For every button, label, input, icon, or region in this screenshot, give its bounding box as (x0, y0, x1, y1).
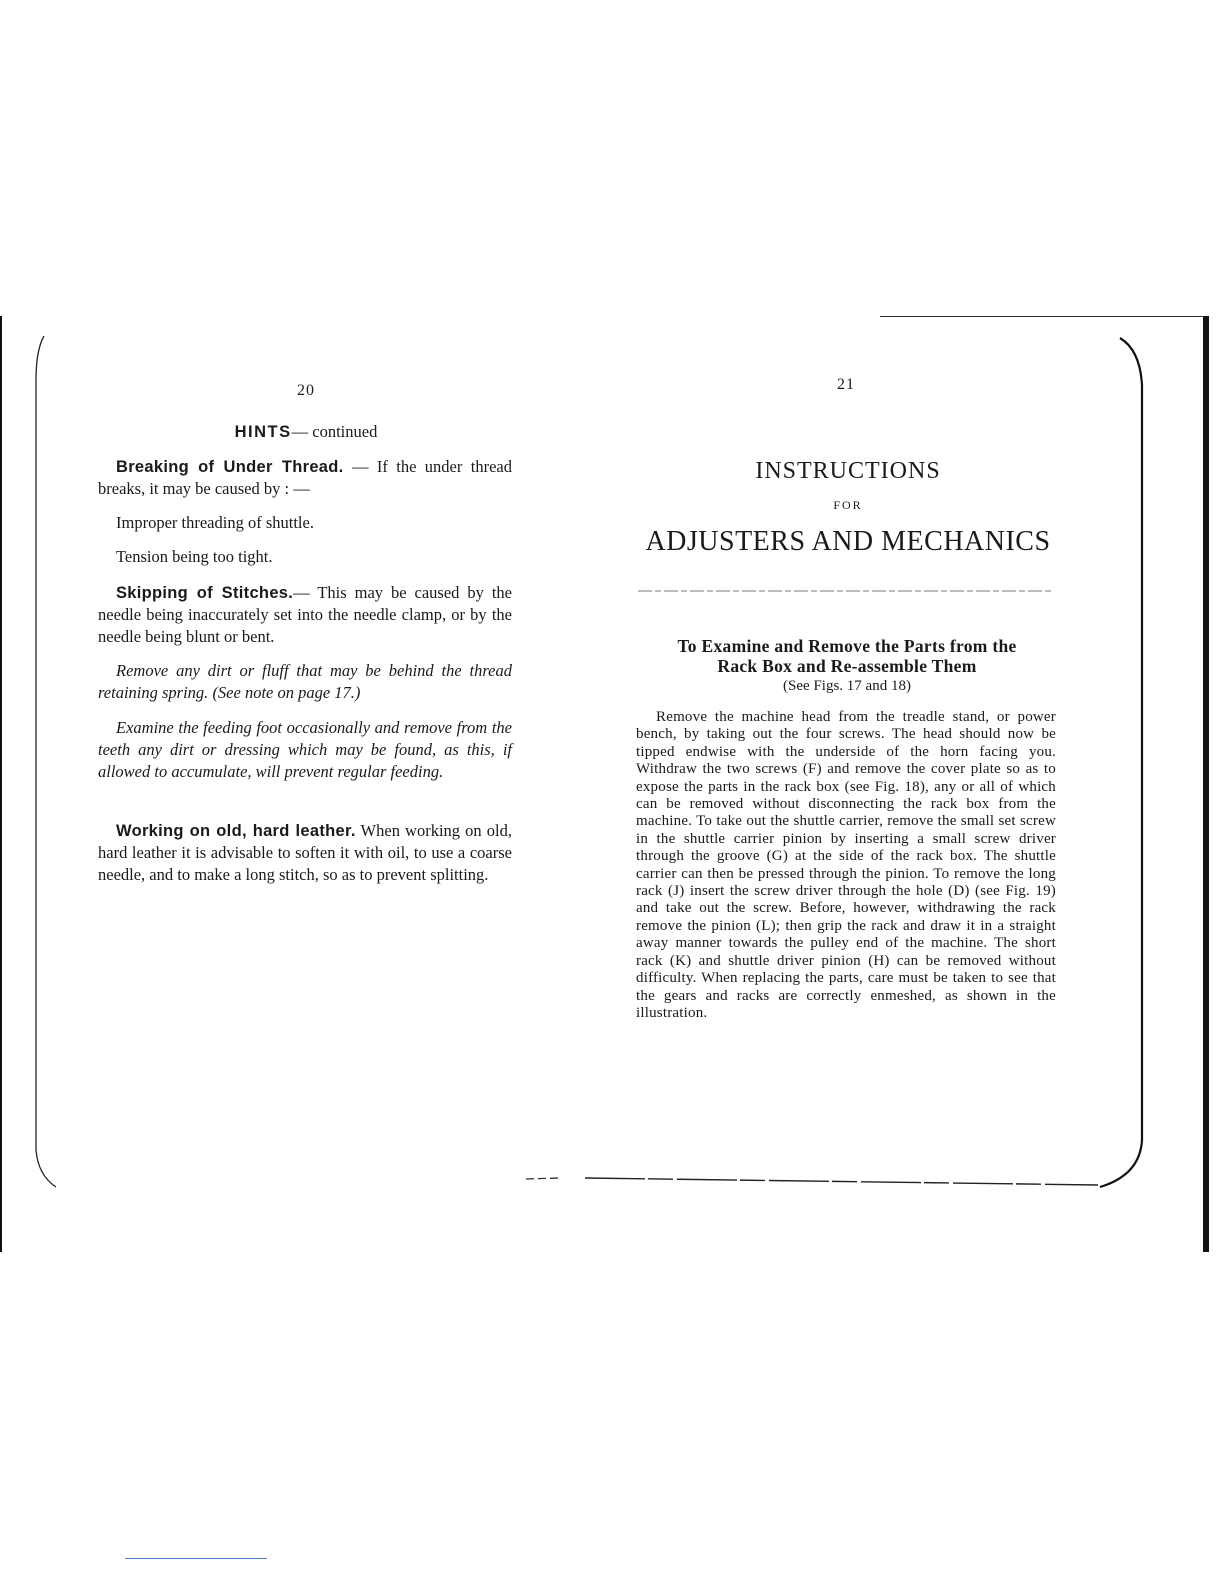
figure-reference: (See Figs. 17 and 18) (783, 678, 911, 694)
left-page-number: 20 (297, 382, 315, 399)
list-item: Improper threading of shuttle. (116, 513, 314, 532)
section-text: — If the under thread breaks, it may be caused by : — (98, 457, 513, 498)
header-bold: HINTS (234, 423, 292, 441)
section-breaking-thread (98, 456, 512, 500)
section-text: When working on old, hard leather it is advisable to soften it with oil, to use a coarse needle, and to make a long stitch, so as to prevent splitting. (98, 821, 512, 884)
section-title: Working on old, hard leather. (116, 822, 356, 840)
title-for: FOR (833, 498, 863, 512)
bottom-link-line (125, 1558, 267, 1559)
subheading-line2: Rack Box and Re-assemble Them (717, 656, 977, 676)
title-adjusters-mechanics: ADJUSTERS AND MECHANICS (645, 526, 1051, 557)
section-text: — This may be caused by the needle being inaccurately set into the needle clamp, or by the needle being blunt or bent. (98, 583, 512, 646)
note-text: Remove any dirt or fluff that may be behind the thread retaining spring. (98, 661, 512, 702)
note-feeding-foot: Examine the feeding foot occasionally and remove from the teeth any dirt or dressing which may be found, as this, if allowed to accumulate, will prevent regular feeding. (98, 718, 512, 781)
subheading-line1: To Examine and Remove the Parts from the (677, 636, 1017, 656)
note-thread-spring (98, 660, 512, 704)
list-item: Tension being too tight. (116, 547, 273, 566)
title-instructions: INSTRUCTIONS (755, 458, 941, 484)
section-old-leather (98, 820, 512, 886)
section-title: Breaking of Under Thread. (116, 458, 344, 476)
left-page-header (100, 422, 512, 442)
header-continued: — continued (291, 422, 378, 441)
section-title: Skipping of Stitches. (116, 584, 294, 602)
instructions-body: Remove the machine head from the treadle stand, or power bench, by taking out the four screws. The head should now be tipped endwise with the underside of the horn facing you. Withdraw the two screws (F) and remove the cover plate so as to expose the parts in the rack box (see Fig. 18), any or all of which can be removed without disconnecting the rack box from the machine. To take out the shuttle carrier, remove the small set screw in the shuttle carrier pinion by inserting a small screw driver through the groove (G) at the side of the rack box. The shuttle carrier can then be pressed through the pinion. To remove the long rack (J) insert the screw driver through the hole (D) (see Fig. 19) and take out the screw. Before, however, withdrawing the rack remove the pinion (L); then grip the rack and draw it in a straight away manner towards the pulley end of the machine. The short rack (K) and shuttle driver pinion (H) can be removed without difficulty. When replacing the parts, care must be taken to see that the gears and racks are correctly enmeshed, as shown in the illustration. (636, 709, 1056, 1021)
section-skipping-stitches (98, 582, 512, 648)
note-reference: (See note on page 17.) (212, 683, 361, 702)
right-page-number: 21 (837, 376, 855, 393)
